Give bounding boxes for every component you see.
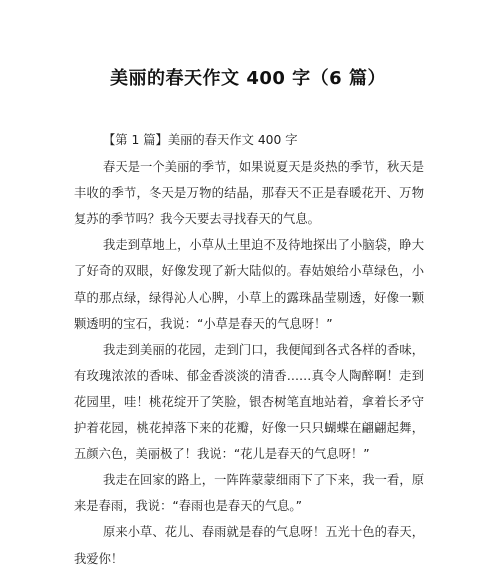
section-heading: 【第 1 篇】美丽的春天作文 400 字 bbox=[103, 133, 298, 147]
document-title: 美丽的春天作文 400 字（6 篇） bbox=[110, 68, 386, 89]
paragraph-3: 我走到美丽的花园，走到门口，我便闻到各式各样的香味，有玫瑰浓浓的香味、郁金香淡淡的清香……真令人陶醉啊！走到花园里，哇！桃花绽开了笑脸，银杏树笔直地站着，拿着长矛守护着花园，桃花掉落下来的花瓣，好像一只只蝴蝶在翩翩起舞，五颜六色，美丽极了！我说：“花儿是春天的气息呀！” bbox=[74, 342, 424, 462]
paragraph-2: 我走到草地上，小草从土里迫不及待地探出了小脑袋，睁大了好奇的双眼，好像发现了新大陆似的。春姑娘给小草绿色，小草的那点绿，绿得沁人心脾，小草上的露珠晶莹剔透，好像一颗颗透明的宝石，我说：“小草是春天的气息呀！” bbox=[74, 238, 424, 331]
paragraph-1: 春天是一个美丽的季节，如果说夏天是炎热的季节，秋天是丰收的季节，冬天是万物的结晶，那春天不正是春暖花开、万物复苏的季节吗？我今天要去寻找春天的气息。 bbox=[74, 160, 424, 227]
document-body bbox=[74, 127, 424, 572]
paragraph-5: 原来小草、花儿、春雨就是春的气息呀！五光十色的春天，我爱你！ bbox=[74, 525, 424, 566]
paragraph-4: 我走在回家的路上，一阵阵蒙蒙细雨下了下来，我一看，原来是春雨，我说：“春雨也是春天的气息。” bbox=[74, 473, 424, 514]
